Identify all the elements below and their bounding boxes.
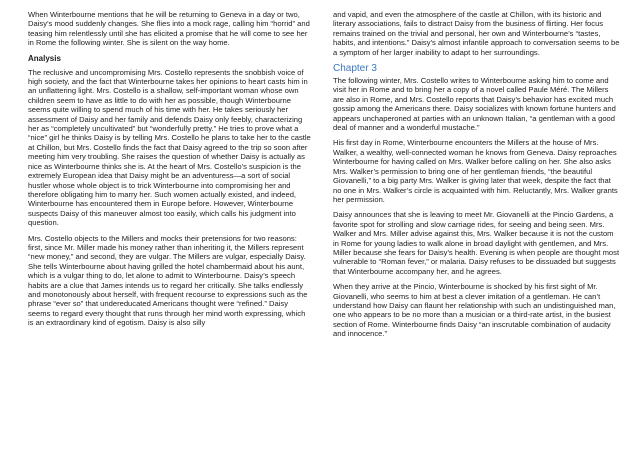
right-column	[333, 10, 621, 345]
analysis-paragraph-2: Mrs. Costello objects to the Millers and mocks their pretensions for two reasons: first, since Mr. Miller made his money rather than inheriting it, the Millers represent “new money,” and second, they are vulgar. The Millers are vulgar, especially Daisy. She tells Winterbourne about having grilled the hotel chambermaid about his aunt, which is a vulgar thing to do, let alone to admit to Winterbourne. Daisy’s speech habits are a clue that James intends us to regard her critically. She talks endlessly and monotonously about herself, with frequent recourse to expressions such as the phrase “ever so” that undereducated Americans thought were “refined.” Daisy seems to regard every thought that runs through her mind worth expressing, which is an extraordinary kind of egotism. Daisy is also silly	[28, 233, 308, 328]
analysis-heading: Analysis	[28, 53, 61, 63]
intro-paragraph: When Winterbourne mentions that he will be returning to Geneva in a day or two, Daisy’s mood suddenly changes. She flies into a mock rage, calling him “horrid” and teasing him relentlessly until she has elicited a promise that he will come to see her in Rome the following winter. She is silent on the way home.	[28, 10, 310, 48]
chapter-paragraph-2: His first day in Rome, Winterbourne encounters the Millers at the house of Mrs. Walker, a wealthy, well-connected woman he knows from Geneva. Daisy reproaches Winterbourne for having called on Mrs. Walker before calling on her. She also asks Mrs. Walker’s permission to bring one of her gentleman friends, “the beautiful Giovanelli,” to a big party Mrs. Walker is giving later that week, despite the fact that no one in Mrs. Walker’s circle is acquainted with him. Reluctantly, Mrs. Walker grants her permission.	[333, 138, 618, 204]
left-column	[28, 10, 312, 334]
analysis-paragraph-1: The reclusive and uncompromising Mrs. Costello represents the snobbish voice of high society, and the fact that Winterbourne takes her opinions to heart casts him in an unflattering light. Mrs. Costello is a shallow, self-important woman whose own children seem to have as little to do with her as possible, though Winterbourne seems quite willing to spend much of his time with her. He takes seriously her assessment of Daisy and her family and defends Daisy only feebly, characterizing her as “completely uncultivated” but “wonderfully pretty.” He tries to prove what a “nice” girl he thinks Daisy is by telling Mrs. Costello he plans to take her to the castle at Chillon, but Mrs. Costello finds the fact that Daisy agreed to the trip so soon after meeting him very troubling. She raises the question of whether Daisy is actually as nice as Winterbourne thinks she is. At the heart of Mrs. Costello’s suspicion is the extremely European idea that Daisy might be an adventuress—a sort of social hustler whose whole object is to trick Winterbourne into compromising her and therefore obligating him to marry her. Such women actually existed, and indeed, Winterbourne has encountered them in Europe before. However, Winterbourne suspects Daisy of this maneuver almost too easily, which calls his judgment into question.	[28, 67, 311, 228]
chapter-paragraph-3: Daisy announces that she is leaving to meet Mr. Giovanelli at the Pincio Gardens, a favorite spot for strolling and slow carriage rides, for seeing and being seen. Mrs. Walker and Mrs. Miller advise against this, Mrs. Walker because it is not the custom in Rome for young ladies to walk alone in broad daylight with gentlemen, and Mrs. Miller because she fears for Daisy’s health. Evening is when people are thought most vulnerable to “Roman fever,” or malaria. Daisy refuses to be dissuaded but suggests that Winterbourne accompany her, and he agrees.	[333, 210, 620, 276]
chapter-heading: Chapter 3	[333, 63, 377, 75]
chapter-paragraph-4: When they arrive at the Pincio, Winterbourne is shocked by his first sight of Mr. Giovanelli, who seems to him at best a clever imitation of a gentleman. He can’t understand how Daisy can flaunt her relationship with such an undistinguished man, one who appears to be no more than a musician or a third-rate artist, in the busiest section of Rome. Winterbourne finds Daisy “an inscrutable combination of audacity and innocence.”	[333, 282, 616, 339]
continued-paragraph: and vapid, and even the atmosphere of the castle at Chillon, with its historic and literary associations, fails to distract Daisy from the business of flirting. Her focus remains trained on the trivial and personal, her own and Winterbourne’s “tastes, habits, and intentions.” Daisy’s almost infantile approach to conversation seems to be a symptom of her larger inability to adapt to her surroundings.	[333, 10, 620, 57]
chapter-paragraph-1: The following winter, Mrs. Costello writes to Winterbourne asking him to come and visit her in Rome and to bring her a copy of a novel called Paule Méré. The Millers are also in Rome, and Mrs. Costello reports that Daisy’s behavior has excited much gossip among the Americans there. Daisy socializes with known fortune hunters and appears unchaperoned at parties with an unknown Italian, “a gentleman with a good deal of manner and a wonderful mustache.”	[333, 76, 616, 133]
